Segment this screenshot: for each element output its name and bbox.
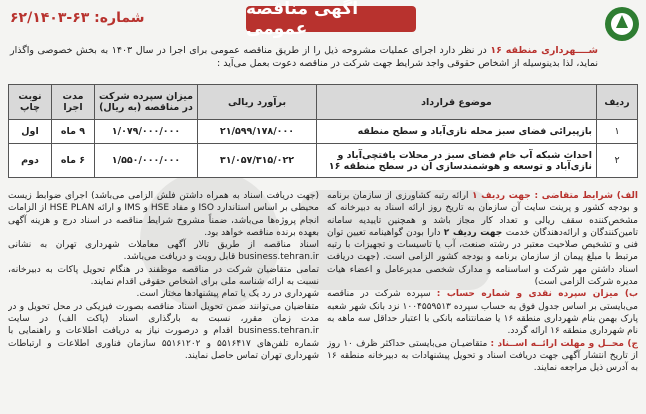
paragraph: اسناد مناقصه از طریق تالار آگهی معاملات شهرداری تهران به نشانی business.tehran.ir قابل رویت و دریافت می‌باشد.: [8, 240, 319, 263]
cell-estimate: ۳۱/۰۵۷/۳۱۵/۰۲۲: [198, 144, 317, 178]
intro-paragraph: [10, 44, 598, 70]
tender-table: [8, 84, 638, 178]
cell-print: دوم: [9, 144, 52, 178]
paragraph: (جهت دریافت اسناد به همراه داشتن فلش الزامی می‌باشد) اجرای ضوابط زیست محیطی بر اساس استاندارد ISO و مفاد HSE و IMS و ارائه HSE PLAN از الزامات انجام پروژه‌ها می‌باشد، ضمناً مشروح شرایط مناقصه در اسناد درج و هزینه آگهی بعهده برنده مناقصه خواهد بود.: [8, 191, 319, 238]
condition-a-body: ارائه رتبه کشاورزی از سازمان برنامه و بودجه کشور و پرینت سایت آن سازمان به تاریخ روز ارائه اسناد به دبیرخانه که مشخص‌کننده سقف ریالی و تعداد کار مجاز باشد و همچنین تاییدیه سامانه تامین‌کنندگان و ارائه‌دهندگان خدمت: [327, 191, 638, 238]
condition-a-body2: دارا بودن گواهینامه تعیین توان فنی و تشخیص صلاحیت معتبر در رشته صنعت، آب یا تاسیسات و تجهیزات با رتبه مرتبط با مبلغ پیمان از سازمان برنامه و بودجه کشور الزامی است. (جهت دریافت اسناد داشتن مهر شرکت و اساسنامه و مدارک شخصی مدیرعامل و اعضاء هیات مدیره شرکت الزامی است): [327, 227, 638, 288]
condition-a-title: الف) شرایط متقاضی : جهت ردیف ۱: [471, 191, 638, 201]
intro-text: در نظر دارد اجرای عملیات مشروحه ذیل را از طریق مناقصه عمومی برای اجرا در سال ۱۴۰۳ به بخش خصوصی واگذار نماید، لذا بدینوسیله از اشخاص حقوقی واجد شرایط جهت شرکت در مناقصه دعوت بعمل می‌آید :: [10, 45, 598, 69]
cell-duration: ۹ ماه: [52, 120, 95, 144]
header-duration: مدت اجرا: [52, 85, 95, 120]
condition-a-row2: جهت ردیف ۲: [443, 227, 506, 238]
cell-duration: ۶ ماه: [52, 144, 95, 178]
cell-subject: احداث شبکه آب خام فضای سبز در محلات یافتچی‌آباد و نازی‌آباد و توسعه و هوشمندسازی آن در سطح منطقه ۱۶: [317, 144, 597, 178]
cell-print: اول: [9, 120, 52, 144]
condition-b: [327, 288, 638, 337]
cell-estimate: ۲۱/۵۹۹/۱۷۸/۰۰۰: [198, 120, 317, 144]
conditions-left-column: [8, 190, 319, 410]
condition-b-title: ب) میزان سپرده نقدی و شماره حساب :: [436, 289, 638, 300]
paragraph: متقاضیان می‌توانند ضمن تحویل اسناد مناقصه بصورت فیزیکی در محل تحویل و در مدت زمان مقرر، نسبت به بارگذاری اسناد (پاکت الف) در سایت business.tehran.ir اقدام و درصورت نیاز به دریافت اطلاعات و راهنمایی با شماره تلفن‌های ۵۵۱۶۴۱۷ و ۵۵۱۶۱۲۰۲ سازمان فناوری اطلاعات و ارتباطات شهرداری تهران تماس حاصل نمایند.: [8, 301, 319, 361]
header-deposit: میزان سپرده شرکت در مناقصه (به ریال): [95, 85, 198, 120]
condition-c: [327, 338, 638, 375]
paragraph: شهرداری در رد یک یا تمام پیشنهادها مختار است.: [136, 289, 319, 300]
table-row: [9, 144, 638, 178]
condition-c-body: متقاضیـان می‌بایستی حداکثر ظرف ۱۰ روز از تاریخ انتشار آگهی جهت دریافت اسناد و تحویل پیشنهادات به دبیرخانه منطقه ۱۶ به آدرس ذیل مراجعه نمایند.: [327, 338, 638, 374]
conditions-section: [8, 190, 638, 410]
cell-deposit: ۱/۵۵۰/۰۰۰/۰۰۰: [95, 144, 198, 178]
table-row: [9, 120, 638, 144]
condition-c-title: ج) محــل و مهلت ارائــه اســناد :: [490, 338, 638, 349]
cell-subject: بازپیرائی فضای سبز محله نازی‌آباد و سطح منطقه: [317, 120, 597, 144]
intro-lead: شــــهرداری منطقه ۱۶: [490, 45, 599, 56]
condition-b-body: سپرده شرکت در مناقصه می‌بایستی بر اساس جدول فوق به حساب سپرده ۱۰۰۴۵۵۹۵۱۳ نزد بانک شهر شعبه پارک بهمن بنام شهرداری منطقه ۱۶ یا ضمانتنامه بانکی با اعتبار حداقل سه ماهه به نام شهرداری منطقه ۱۶ ارائه گردد.: [327, 289, 638, 337]
header-row-number: ردیف: [597, 85, 638, 120]
header-subject: موضوع قرارداد: [317, 85, 597, 120]
cell-deposit: ۱/۰۷۹/۰۰۰/۰۰۰: [95, 120, 198, 144]
tender-number: شماره: ۶۳-۶۲/۱۴۰۳: [10, 10, 145, 26]
cell-row: ۱: [597, 120, 638, 144]
header-print: نوبت چاپ: [9, 85, 52, 120]
tehran-municipality-logo: [604, 6, 640, 42]
header-estimate: برآورد ریالی: [198, 85, 317, 120]
cell-row: ۲: [597, 144, 638, 178]
paragraph: تمامی متقاضیان شرکت در مناقصه موظفند در هنگام تحویل پاکات به دبیرخانه، نسبت به ارائه شناسه ملی برای اشخاص حقوقی اقدام نمایند.: [8, 264, 319, 288]
notice-title: آگهی مناقصه عمومی: [246, 6, 416, 32]
table-header-row: [9, 85, 638, 120]
condition-a: [327, 190, 638, 288]
conditions-right-column: [327, 190, 638, 410]
